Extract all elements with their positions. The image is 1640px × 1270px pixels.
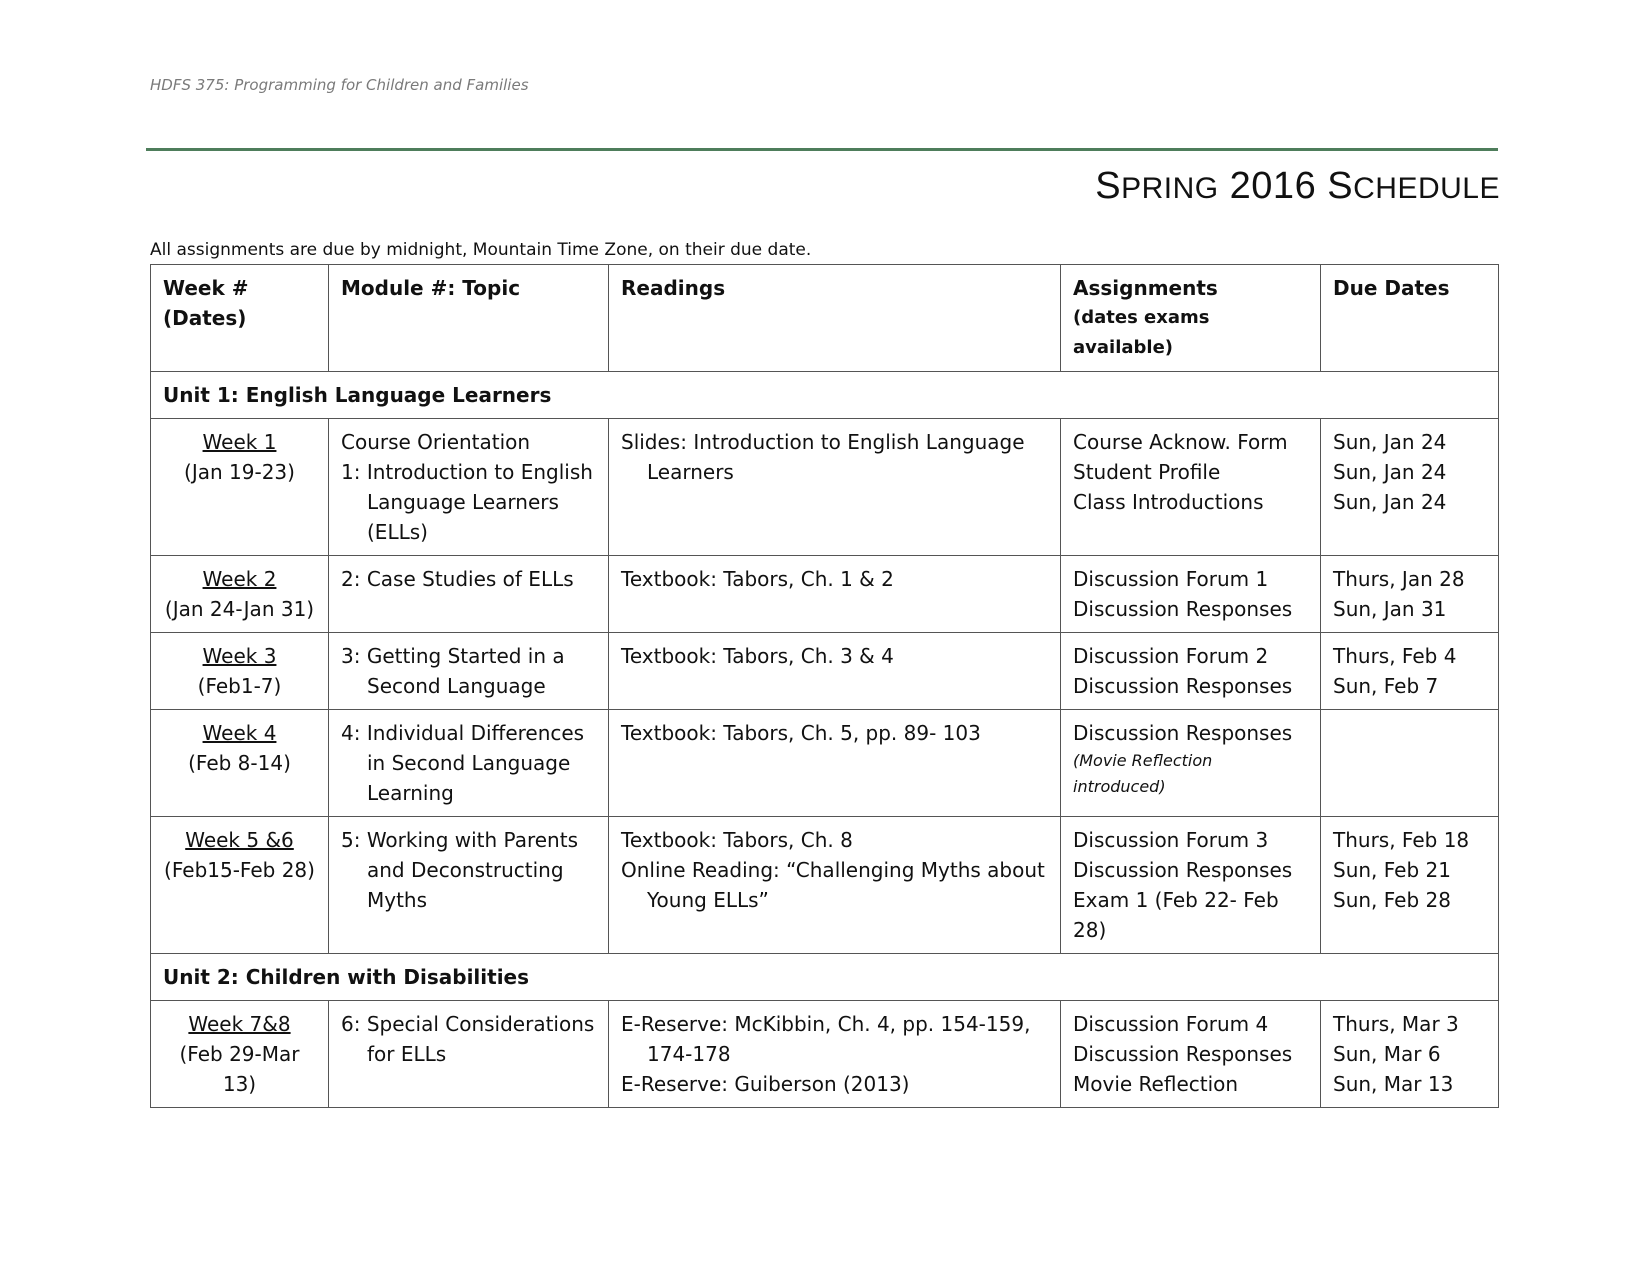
col-week-header — [151, 265, 329, 372]
due-line: Sun, Jan 31 — [1333, 597, 1447, 621]
due-line: Sun, Feb 28 — [1333, 888, 1451, 912]
due-cell — [1321, 817, 1499, 954]
col-module-header: Module #: Topic — [329, 265, 609, 372]
module-line: Course Orientation — [341, 430, 531, 454]
week-cell — [151, 710, 329, 817]
table-row — [151, 817, 1499, 954]
assignment-line: Discussion Responses — [1073, 674, 1293, 698]
reading-line: E-Reserve: McKibbin, Ch. 4, pp. 154-159, 174-178 — [621, 1012, 1031, 1066]
module-line: 2: Case Studies of ELLs — [341, 567, 574, 591]
title-part: 2016 — [1218, 165, 1328, 207]
table-row — [151, 710, 1499, 817]
due-line: Sun, Jan 24 — [1333, 460, 1447, 484]
due-line: Thurs, Mar 3 — [1333, 1012, 1459, 1036]
due-cell — [1321, 556, 1499, 633]
module-line: 4: Individual Differences in Second Language Learning — [341, 721, 585, 805]
due-line: Sun, Jan 24 — [1333, 430, 1447, 454]
due-line: Thurs, Feb 4 — [1333, 644, 1457, 668]
assignment-line: Class Introductions — [1073, 490, 1264, 514]
assignment-line: Discussion Responses — [1073, 597, 1293, 621]
due-line: Thurs, Jan 28 — [1333, 567, 1465, 591]
module-cell — [329, 1001, 609, 1108]
module-line: 5: Working with Parents and Deconstructing Myths — [341, 828, 578, 912]
week-cell — [151, 419, 329, 556]
assignment-line: Course Acknow. Form — [1073, 430, 1288, 454]
assignments-cell — [1061, 817, 1321, 954]
reading-line: E-Reserve: Guiberson (2013) — [621, 1072, 910, 1096]
title-part: PRING — [1121, 172, 1219, 205]
unit-title: Unit 1: English Language Learners — [151, 372, 1499, 419]
assignments-cell — [1061, 710, 1321, 817]
due-cell — [1321, 710, 1499, 817]
due-note: All assignments are due by midnight, Mountain Time Zone, on their due date. — [150, 240, 812, 260]
due-line: Sun, Mar 6 — [1333, 1042, 1441, 1066]
week-cell — [151, 817, 329, 954]
title-part: CHEDULE — [1353, 172, 1500, 205]
assignment-line: Exam 1 (Feb 22- Feb 28) — [1073, 888, 1279, 942]
reading-line: Online Reading: “Challenging Myths about Young ELLs” — [621, 858, 1045, 912]
title-part: S — [1095, 165, 1122, 207]
week-link[interactable]: Week 1 — [202, 430, 277, 454]
module-cell — [329, 710, 609, 817]
table-row — [151, 556, 1499, 633]
week-dates: (Feb15-Feb 28) — [164, 858, 315, 882]
assignment-line: Discussion Forum 4 — [1073, 1012, 1269, 1036]
week-cell — [151, 633, 329, 710]
header-rule — [146, 148, 1498, 151]
due-cell — [1321, 1001, 1499, 1108]
due-cell — [1321, 633, 1499, 710]
unit-row — [151, 954, 1499, 1001]
col-readings-header: Readings — [609, 265, 1061, 372]
week-link[interactable]: Week 3 — [202, 644, 277, 668]
due-line: Sun, Mar 13 — [1333, 1072, 1454, 1096]
header-row — [151, 265, 1499, 372]
due-line: Sun, Feb 21 — [1333, 858, 1451, 882]
week-dates: (Jan 19-23) — [184, 460, 295, 484]
reading-line: Textbook: Tabors, Ch. 8 — [621, 828, 853, 852]
module-cell — [329, 817, 609, 954]
readings-cell — [609, 1001, 1061, 1108]
assignment-line: Movie Reflection — [1073, 1072, 1239, 1096]
course-header: HDFS 375: Programming for Children and Families — [150, 76, 529, 94]
assignment-line: Discussion Forum 1 — [1073, 567, 1269, 591]
reading-line: Textbook: Tabors, Ch. 3 & 4 — [621, 644, 894, 668]
col-assignments-header — [1061, 265, 1321, 372]
module-line: 1: Introduction to English Language Learners (ELLs) — [341, 460, 593, 544]
col-assignments-sublabel: (dates exams available) — [1073, 307, 1210, 358]
assignment-line: Discussion Forum 3 — [1073, 828, 1269, 852]
assignments-cell — [1061, 556, 1321, 633]
reading-line: Textbook: Tabors, Ch. 5, pp. 89- 103 — [621, 721, 981, 745]
due-cell — [1321, 419, 1499, 556]
table-row — [151, 419, 1499, 556]
unit-title: Unit 2: Children with Disabilities — [151, 954, 1499, 1001]
due-line: Sun, Jan 24 — [1333, 490, 1447, 514]
module-line: 6: Special Considerations for ELLs — [341, 1012, 595, 1066]
module-cell — [329, 633, 609, 710]
due-line: Thurs, Feb 18 — [1333, 828, 1470, 852]
module-cell — [329, 419, 609, 556]
week-cell — [151, 556, 329, 633]
unit-row — [151, 372, 1499, 419]
reading-line: Slides: Introduction to English Language Learners — [621, 430, 1025, 484]
title-part: S — [1327, 165, 1354, 207]
week-dates: (Feb 29-Mar 13) — [179, 1042, 300, 1096]
assignment-line: Discussion Responses — [1073, 858, 1293, 882]
assignment-line: Discussion Responses — [1073, 721, 1293, 745]
assignments-cell — [1061, 419, 1321, 556]
week-link[interactable]: Week 5 &6 — [185, 828, 294, 852]
assignment-line: Discussion Forum 2 — [1073, 644, 1269, 668]
assignment-line: Student Profile — [1073, 460, 1221, 484]
assignment-line: Discussion Responses — [1073, 1042, 1293, 1066]
week-dates: (Jan 24-Jan 31) — [164, 597, 315, 621]
col-week-label: Week # — [163, 276, 249, 300]
module-cell — [329, 556, 609, 633]
readings-cell — [609, 710, 1061, 817]
week-link[interactable]: Week 2 — [202, 567, 277, 591]
week-dates: (Feb 8-14) — [188, 751, 291, 775]
col-week-sublabel: (Dates) — [163, 306, 247, 330]
assignment-note: (Movie Reflection introduced) — [1073, 751, 1213, 796]
readings-cell — [609, 419, 1061, 556]
table-row — [151, 1001, 1499, 1108]
col-due-header: Due Dates — [1321, 265, 1499, 372]
due-line: Sun, Feb 7 — [1333, 674, 1439, 698]
assignments-cell — [1061, 1001, 1321, 1108]
readings-cell — [609, 633, 1061, 710]
module-line: 3: Getting Started in a Second Language — [341, 644, 565, 698]
page-title — [1095, 165, 1500, 208]
assignments-cell — [1061, 633, 1321, 710]
table-row — [151, 633, 1499, 710]
week-link[interactable]: Week 4 — [202, 721, 277, 745]
readings-cell — [609, 817, 1061, 954]
week-cell — [151, 1001, 329, 1108]
readings-cell — [609, 556, 1061, 633]
reading-line: Textbook: Tabors, Ch. 1 & 2 — [621, 567, 894, 591]
schedule-table — [150, 264, 1499, 1108]
week-link[interactable]: Week 7&8 — [188, 1012, 291, 1036]
col-assignments-label: Assignments — [1073, 276, 1218, 300]
week-dates: (Feb1-7) — [197, 674, 282, 698]
